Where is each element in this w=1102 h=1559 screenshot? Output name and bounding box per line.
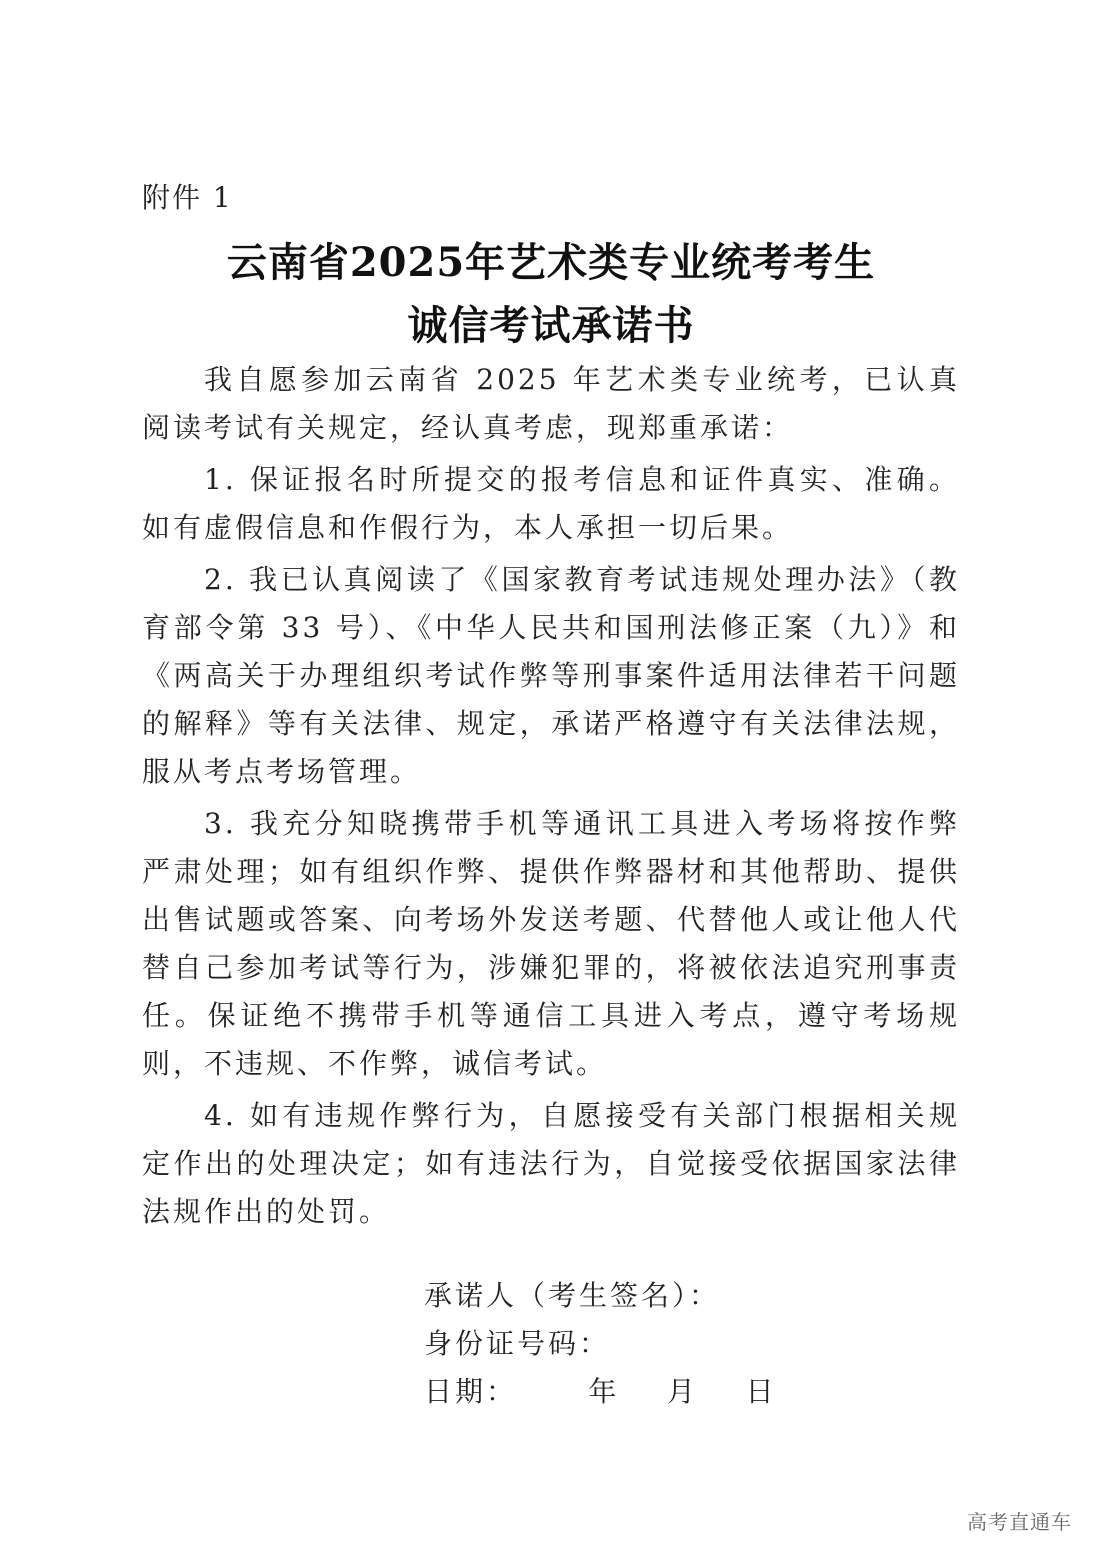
pledge-item-4: 4. 如有违规作弊行为，自愿接受有关部门根据相关规定作出的处理决定；如有违法行为，自觉接受依据国家法律法规作出的处罚。 [142,1099,960,1228]
attachment-label: 附件 1 [142,181,233,214]
document-title-line-1: 云南省2025年艺术类专业统考考生 [226,239,876,286]
document-body [142,356,960,1236]
intro-paragraph: 我自愿参加云南省 2025 年艺术类专业统考，已认真阅读考试有关规定，经认真考虑，现郑重承诺： [142,363,960,444]
pledge-item-2: 2. 我已认真阅读了《国家教育考试违规处理办法》（教育部令第 33 号）、《中华人民共和国刑法修正案（九）》和《两高关于办理组织考试作弊等刑事案件适用法律若干问题的解释》等有关法律、规定，承诺严格遵守有关法律法规，服从考点考场管理。 [142,563,960,788]
signer-line: 承诺人（考生签名）： [424,1279,721,1312]
pledge-item-3: 3. 我充分知晓携带手机等通讯工具进入考场将按作弊严肃处理；如有组织作弊、提供作弊器材和其他帮助、提供出售试题或答案、向考场外发送考题、代替他人或让他人代替自己参加考试等行为，涉嫌犯罪的，将被依法追究刑事责任。保证绝不携带手机等通信工具进入考点，遵守考场规则，不违规、不作弊，诚信考试。 [142,807,960,1080]
watermark: 高考直通车 [967,1510,1072,1534]
id-number-line: 身份证号码： [424,1327,611,1360]
date-line: 日期： 年 月 日 [424,1375,777,1408]
signature-block [424,1272,777,1416]
document-title-line-2: 诚信考试承诺书 [407,302,695,349]
pledge-item-1: 1. 保证报名时所提交的报考信息和证件真实、准确。如有虚假信息和作假行为，本人承担一切后果。 [142,463,960,544]
